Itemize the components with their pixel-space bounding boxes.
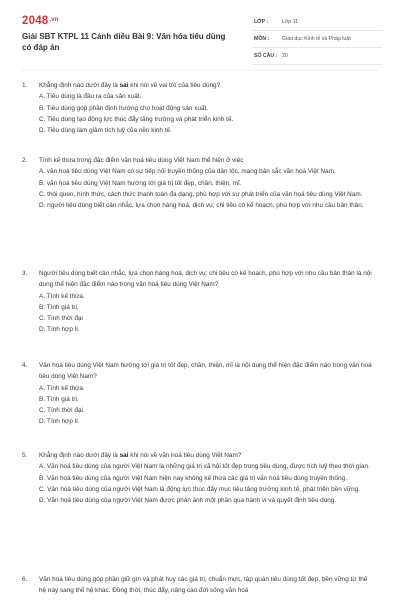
brand-suffix: .vn xyxy=(49,17,59,23)
question-number: 1. xyxy=(22,82,28,89)
option-b: B. Tiêu dùng góp phần định hướng cho hoạt động sản xuất. xyxy=(39,104,209,112)
question-stem: Người tiêu dùng biết cân nhắc, lựa chọn hàng hoá, dịch vụ; chi tiêu có kế hoạch, phù hợp với nhu cầu bản thân là nội dung thể hiện đặc điểm nào trong văn hoá tiêu dùng Việt Nam? xyxy=(39,270,372,289)
option-c: C. Tính thời đại xyxy=(39,315,83,323)
option-b: B. Tính giá trị. xyxy=(39,303,79,311)
question-number: 4. xyxy=(22,362,28,369)
question-number: 2. xyxy=(22,157,28,164)
question-stem: Khẳng định nào dưới đây là sai khi nói về vai trò của tiêu dùng? xyxy=(39,82,221,89)
option-a: A. Tiêu dùng là đầu ra của sản xuất. xyxy=(39,93,142,101)
question-stem: Văn hoá tiêu dùng góp phần giữ gìn và phát huy các giá trị, chuẩn mực, tập quán tiêu dùng tốt đẹp, bền vững từ thế hệ này sang thế hệ khác. Đồng thời, thúc đẩy, nâng cao đời sống văn hoá xyxy=(39,576,368,595)
option-c: C. thói quen, hình thức, cách thức thanh toán đa dạng, phù hợp với sự phát triển của văn hoá tiêu dùng Việt Nam. xyxy=(39,190,363,198)
option-d: D. Văn hoá tiêu dùng của người Việt Nam được phản ánh một phần qua hành vi và quyết định tiêu dùng. xyxy=(39,497,337,505)
meta-key: SỐ CÂU : xyxy=(254,53,278,59)
question-number: 5. xyxy=(22,452,28,459)
meta-value: 20 xyxy=(282,53,288,59)
option-d: D. Tiêu dùng làm giảm tích luỹ của nền kinh tế. xyxy=(39,127,172,135)
question-stem: Tính kế thừa trong đặc điểm văn hoá tiêu dùng Việt Nam thể hiện ở việc xyxy=(39,157,244,164)
option-d: D. người tiêu dùng biết cân nhắc, lựa chọn hàng hoá, dịch vụ; chi tiêu có kế hoạch, phù hợp với nhu cầu bản thân. xyxy=(39,202,364,210)
question-stem: Khẳng định nào dưới đây là sai khi nói về văn hoá tiêu dùng Việt Nam? xyxy=(39,452,242,459)
option-b: B. Văn hoá tiêu dùng của người Việt Nam hiện nay không kế thừa các giá trị văn hoá tiêu dùng truyền thống. xyxy=(39,474,347,482)
option-b: B. Tính giá trị. xyxy=(39,395,79,403)
option-c: C. Tính thời đại. xyxy=(39,407,85,415)
option-d: D. Tính hợp lí. xyxy=(39,418,80,426)
option-a: A. văn hoá tiêu dùng Việt Nam có sự tiếp nối truyền thống của dân tộc, mang bản sắc văn hoá Việt Nam. xyxy=(39,168,336,176)
option-b: B. văn hoá tiêu dùng Việt Nam hướng tới giá trị tốt đẹp, chân, thiện, mĩ. xyxy=(39,179,242,187)
option-a: A. Văn hoá tiêu dùng của người Việt Nam là những giá trị xã hội tốt đẹp trong tiêu dùng, được tích luỹ theo thời gian. xyxy=(39,463,370,471)
meta-key: MÔN : xyxy=(254,36,270,42)
question-number: 6. xyxy=(22,576,28,583)
question-number: 3. xyxy=(22,270,28,277)
option-a: A. Tính kế thừa. xyxy=(39,292,85,300)
option-c: C. Văn hoá tiêu dùng của người Việt Nam là động lực thúc đẩy mục tiêu tăng trưởng kinh tế, phát triển bền vững. xyxy=(39,485,360,493)
page-title: Giải SBT KTPL 11 Cánh diều Bài 9: Văn hóa tiêu dùng có đáp án xyxy=(22,32,226,52)
meta-value: Lớp 11 xyxy=(282,19,298,25)
option-c: C. Tiêu dùng tạo động lực thúc đẩy tăng trưởng và phát triển kinh tế. xyxy=(39,115,234,123)
meta-key: LỚP : xyxy=(254,19,269,25)
question-stem: Văn hoá tiêu dùng Việt Nam hướng tới giá trị tốt đẹp, chân, thiện, mĩ là nội dung thể hiện đặc điểm nào trong văn hoá tiêu dùng Việt Nam? xyxy=(39,362,372,381)
brand-name: 2048 xyxy=(22,15,49,27)
option-a: A. Tính kế thừa. xyxy=(39,384,85,392)
meta-value: Giáo dục Kinh tế và Pháp luật xyxy=(282,36,351,42)
option-d: D. Tính hợp lí. xyxy=(39,326,80,334)
